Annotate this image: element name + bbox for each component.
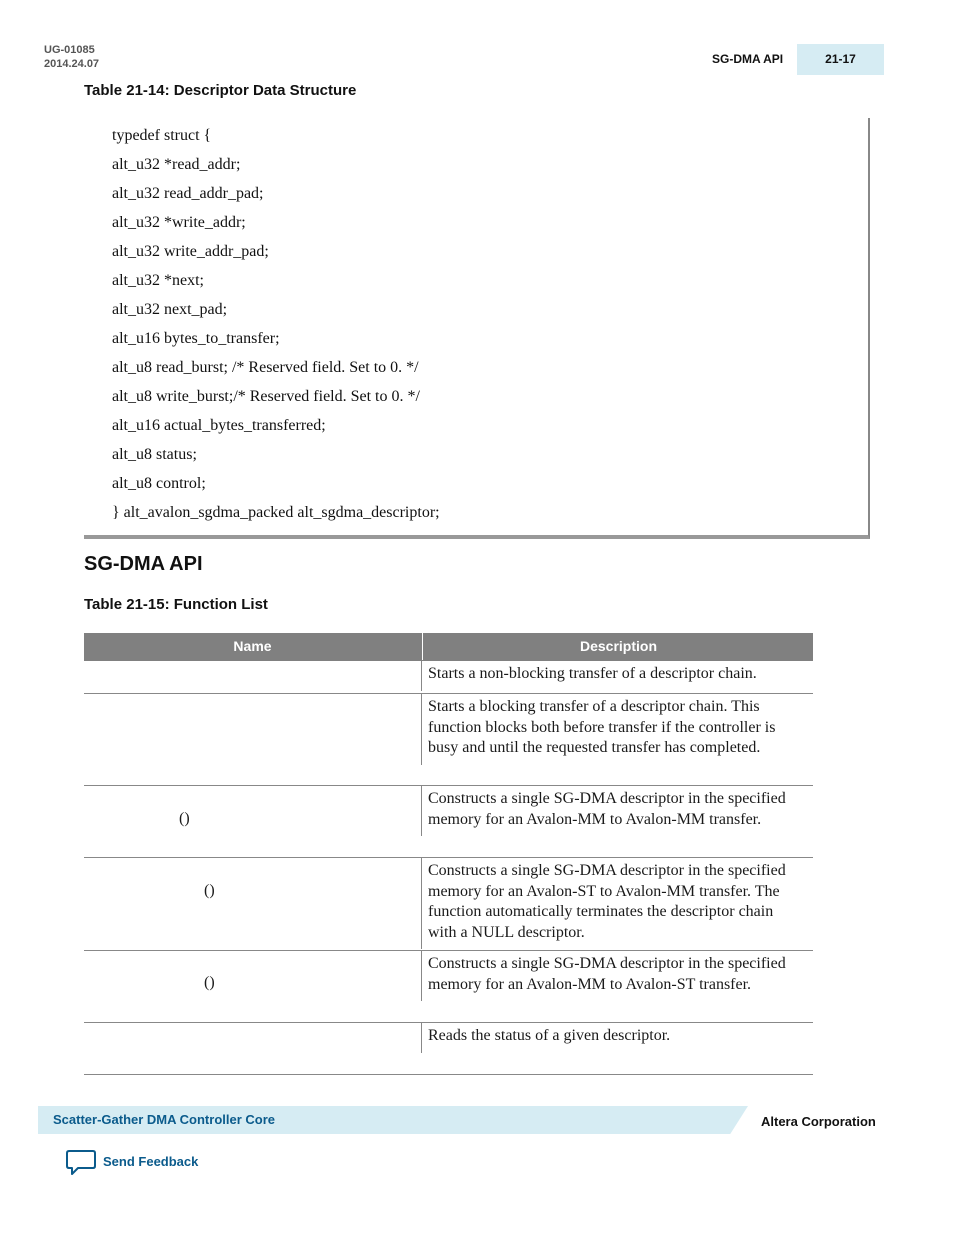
header-page-number: 21-17 bbox=[797, 44, 884, 75]
table-row bbox=[84, 694, 813, 786]
function-description: Reads the status of a given descriptor. bbox=[421, 1023, 813, 1053]
function-table-caption: Table 21-15: Function List bbox=[84, 596, 268, 613]
function-description: Constructs a single SG-DMA descriptor in the specified memory for an Avalon-MM to Avalon-ST transfer. bbox=[421, 951, 813, 1001]
code-line: alt_u32 *write_addr; bbox=[112, 214, 246, 231]
table-header-row bbox=[84, 633, 813, 661]
function-description: Constructs a single SG-DMA descriptor in the specified memory for an Avalon-ST to Avalon-MM transfer. The function automatically terminates the descriptor chain with a NULL descriptor. bbox=[421, 858, 813, 949]
code-line: alt_u8 status; bbox=[112, 446, 197, 463]
code-line: typedef struct { bbox=[112, 127, 212, 144]
function-name-cell bbox=[84, 951, 421, 1022]
function-name: () bbox=[204, 974, 215, 991]
table-row bbox=[84, 786, 813, 858]
section-heading: SG-DMA API bbox=[84, 553, 203, 575]
code-line: alt_u32 *read_addr; bbox=[112, 156, 241, 173]
descriptor-table-caption: Table 21-14: Descriptor Data Structure bbox=[84, 82, 357, 99]
code-line: alt_u8 write_burst;/* Reserved field. Set to 0. */ bbox=[112, 388, 420, 405]
footer-company: Altera Corporation bbox=[761, 1114, 876, 1129]
doc-date: 2014.24.07 bbox=[44, 58, 100, 70]
function-name-cell bbox=[84, 694, 421, 785]
function-list-table bbox=[84, 633, 813, 1075]
table-row bbox=[84, 951, 813, 1023]
function-name-cell bbox=[84, 858, 421, 950]
function-description: Constructs a single SG-DMA descriptor in the specified memory for an Avalon-MM to Avalon-MM transfer. bbox=[421, 786, 813, 836]
header-section-title: SG-DMA API bbox=[712, 52, 784, 66]
function-name-cell bbox=[84, 786, 421, 857]
function-description: Starts a non-blocking transfer of a descriptor chain. bbox=[421, 661, 813, 691]
column-header-description: Description bbox=[422, 633, 814, 660]
code-line: alt_u8 control; bbox=[112, 475, 206, 492]
table-row bbox=[84, 1023, 813, 1075]
function-name-cell bbox=[84, 661, 421, 693]
function-description: Starts a blocking transfer of a descriptor chain. This function blocks both before transfer if the controller is busy and until the requested transfer has completed. bbox=[421, 694, 813, 765]
code-line: alt_u32 read_addr_pad; bbox=[112, 185, 264, 202]
code-line: alt_u32 write_addr_pad; bbox=[112, 243, 269, 260]
code-line: alt_u32 *next; bbox=[112, 272, 204, 289]
code-line: alt_u16 bytes_to_transfer; bbox=[112, 330, 280, 347]
code-line: alt_u16 actual_bytes_transferred; bbox=[112, 417, 326, 434]
doc-number: UG-01085 bbox=[44, 44, 95, 56]
function-name-cell bbox=[84, 1023, 421, 1074]
function-name: () bbox=[179, 810, 190, 827]
table-row bbox=[84, 661, 813, 694]
feedback-icon[interactable] bbox=[65, 1149, 97, 1177]
descriptor-code-block bbox=[84, 118, 870, 539]
function-name: () bbox=[204, 882, 215, 899]
code-line: alt_u32 next_pad; bbox=[112, 301, 228, 318]
table-row bbox=[84, 858, 813, 951]
code-line: alt_u8 read_burst; /* Reserved field. Set to 0. */ bbox=[112, 359, 419, 376]
column-header-name: Name bbox=[233, 638, 272, 654]
code-line: } alt_avalon_sgdma_packed alt_sgdma_descriptor; bbox=[112, 504, 440, 521]
footer-chapter-link[interactable]: Scatter-Gather DMA Controller Core bbox=[53, 1112, 275, 1127]
send-feedback-link[interactable]: Send Feedback bbox=[103, 1154, 199, 1169]
document-id bbox=[44, 43, 99, 71]
